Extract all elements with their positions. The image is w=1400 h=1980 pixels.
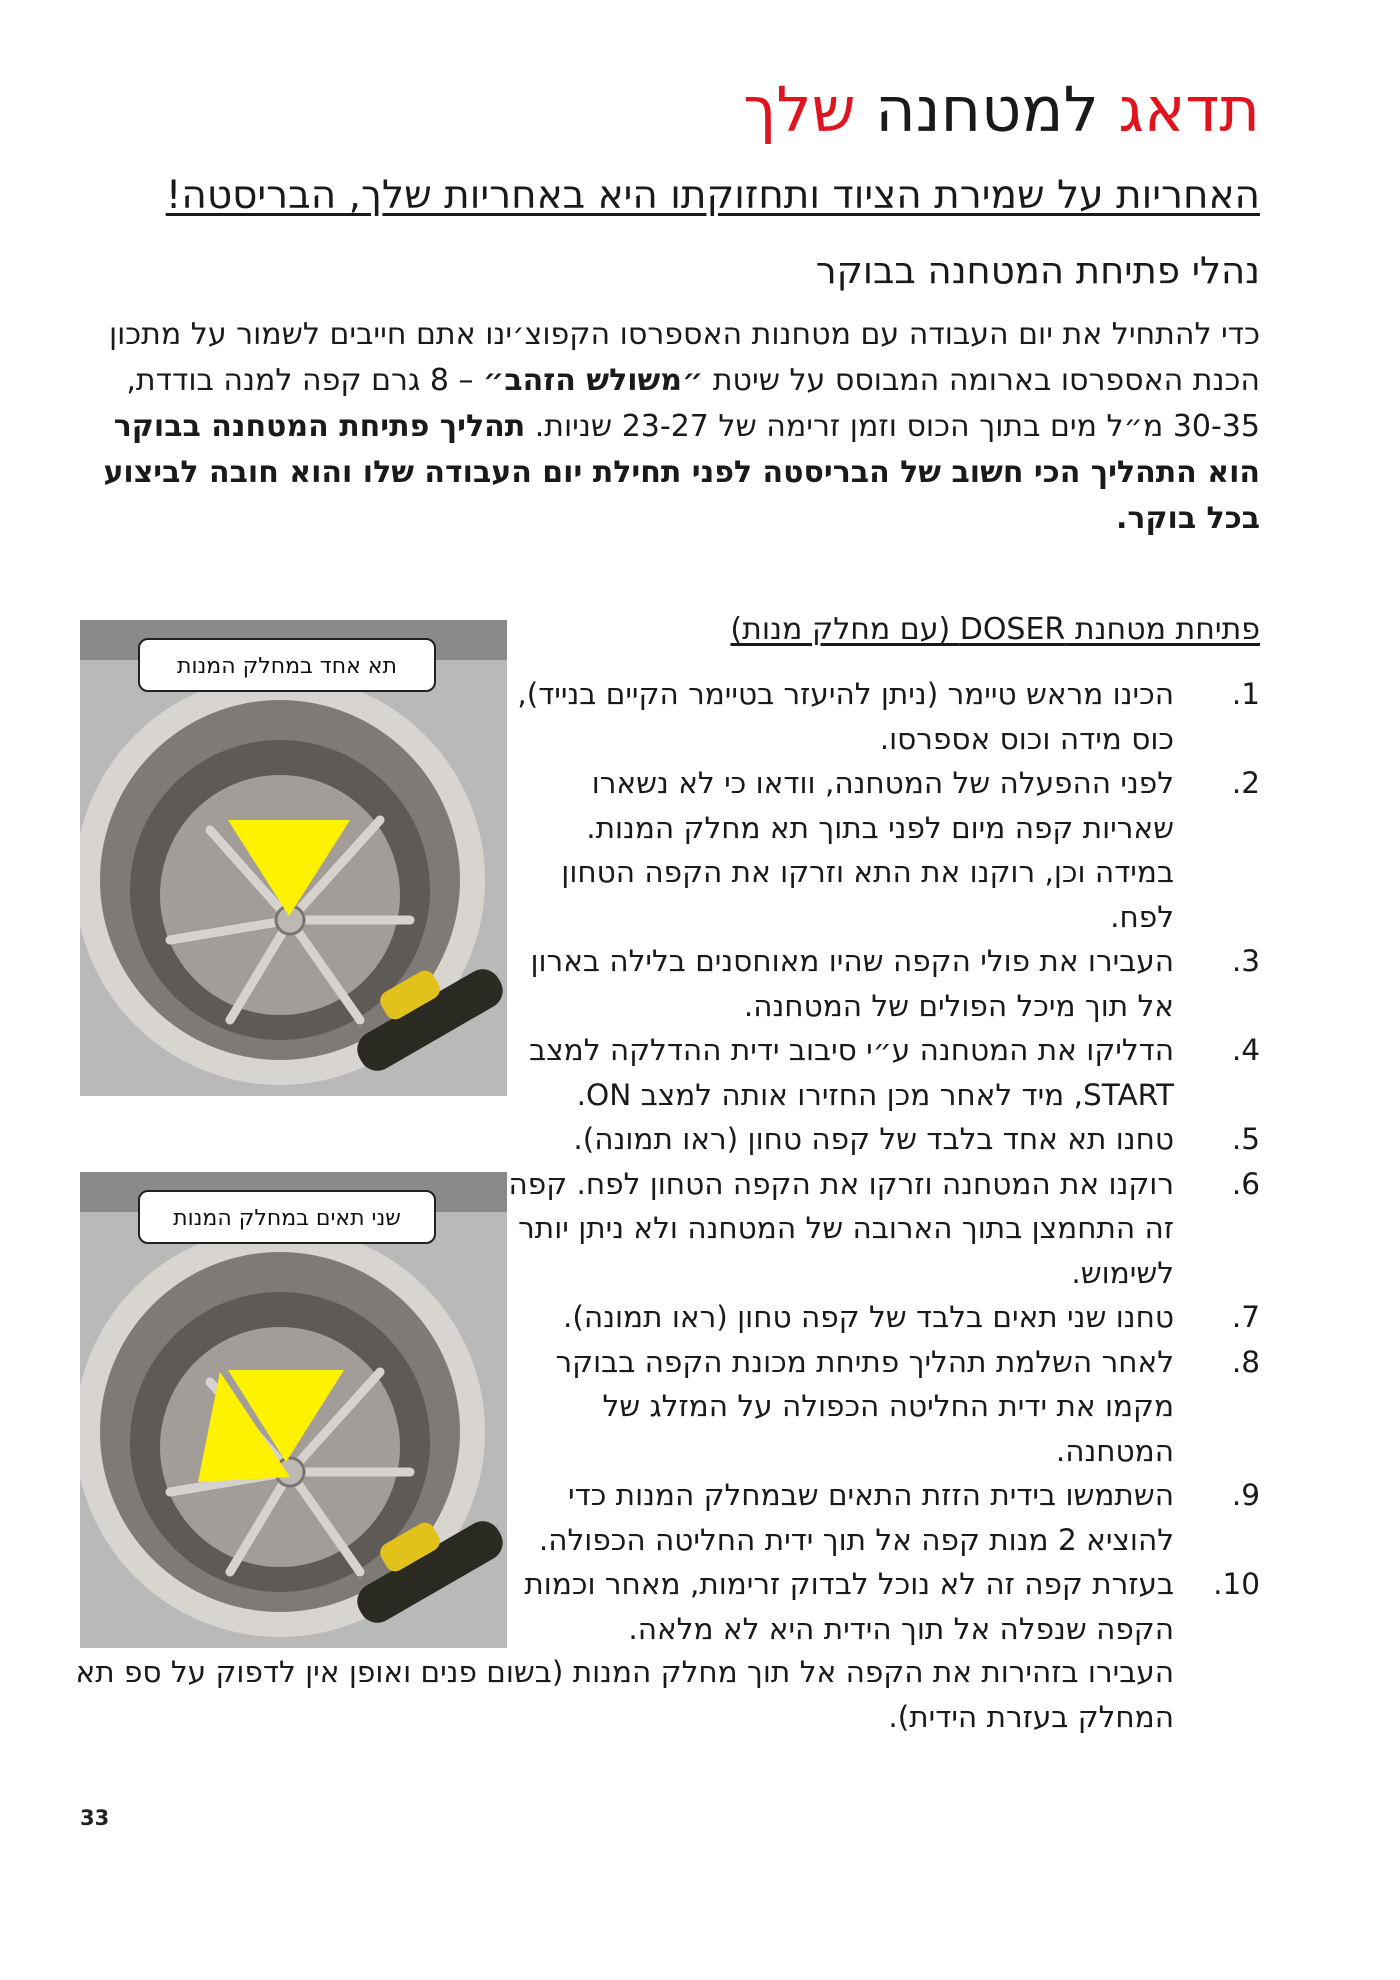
step-number: 7. — [1231, 1300, 1260, 1334]
step-number: 9. — [1231, 1478, 1260, 1512]
intro-bold-1: ״משולש הזהב״ — [483, 363, 704, 398]
page-title — [160, 70, 1260, 150]
step-text: רוקנו את המטחנה וזרקו את הקפה הטחון לפח. קפה זה התחמצן בתוך הארובה של המטחנה ולא ניתן יותר לשימוש. — [508, 1166, 1174, 1290]
doser-photo-two-compartments — [80, 1172, 507, 1648]
step-number: 8. — [1231, 1344, 1260, 1379]
doser-photo-one-compartment — [80, 620, 507, 1096]
list-item — [500, 672, 1260, 761]
list-item — [500, 1340, 1260, 1474]
list-item — [500, 1162, 1260, 1296]
step-number: 10. — [1213, 1567, 1260, 1601]
photo-caption: שני תאים במחלק המנות — [138, 1190, 436, 1244]
intro-bold-2: תהליך פתיחת המטחנה בבוקר הוא התהליך הכי חשוב של הבריסטה לפני תחילת יום העבודה שלו והוא חובה לביצוע בכל בוקר. — [103, 409, 1260, 536]
step-text: לפני ההפעלה של המטחנה, וודאו כי לא נשארו שאריות קפה מיום לפני בתוך תא מחלק המנות. במידה וכן, רוקנו את התא וזרקו את הקפה הטחון לפח. — [561, 766, 1174, 934]
step-number: 4. — [1231, 1033, 1260, 1067]
step-number: 1. — [1231, 677, 1260, 711]
page-number: 33 — [80, 1806, 110, 1830]
intro-paragraph — [100, 312, 1260, 542]
step-number: 3. — [1231, 944, 1260, 978]
step-number: 2. — [1231, 766, 1260, 800]
responsibility-subtitle: האחריות על שמירת הציוד ותחזוקתו היא באחריות שלך, הבריסטה! — [165, 173, 1260, 218]
step-text: העבירו את פולי הקפה שהיו מאוחסנים בלילה בארון אל תוך מיכל הפולים של המטחנה. — [530, 944, 1174, 1023]
intro-text-2: – 8 גרם קפה למנה בודדת, 30-35 מ״ל מים בתוך הכוס וזמן זרימה של 23-27 שניות. — [126, 363, 1260, 444]
list-item — [500, 1028, 1260, 1117]
doser-heading: פתיחת מטחנת DOSER (עם מחלק מנות) — [730, 612, 1260, 647]
step-text: טחנו תא אחד בלבד של קפה טחון (ראו תמונה). — [573, 1122, 1174, 1156]
intro-text-1: כדי להתחיל את יום העבודה עם מטחנות האספרסו הקפוצ׳ינו אתם חייבים לשמור על מתכון הכנת האספרסו בארומה המבוסס על שיטת — [108, 317, 1260, 398]
step-text: הדליקו את המטחנה ע״י סיבוב ידית ההדלקה למצב START, מיד לאחר מכן החזירו אותה למצב ON. — [529, 1033, 1174, 1112]
step-text: לאחר השלמת תהליך פתיחת מכונת הקפה בבוקר מקמו את ידית החליטה הכפולה על המזלג של המטחנה. — [555, 1344, 1174, 1468]
list-item — [500, 1473, 1260, 1562]
section-heading: נהלי פתיחת המטחנה בבוקר — [815, 249, 1260, 292]
list-item — [500, 761, 1260, 939]
list-item — [500, 1117, 1260, 1162]
photo-caption: תא אחד במחלק המנות — [138, 638, 436, 692]
step-number: 5. — [1231, 1122, 1260, 1156]
title-part-3: שלך — [743, 73, 856, 146]
steps-list — [500, 672, 1260, 1651]
list-item — [500, 1295, 1260, 1340]
step-text: בעזרת קפה זה לא נוכל לבדוק זרימות, מאחר וכמות הקפה שנפלה אל תוך הידית היא לא מלאה. — [524, 1567, 1174, 1646]
step-continuation-text: העבירו בזהירות את הקפה אל תוך מחלק המנות (בשום פנים ואופן אין לדפוק על ספ תא המחלק בעזרת הידית). — [75, 1655, 1174, 1734]
step-number: 6. — [1231, 1166, 1260, 1201]
list-item — [500, 1562, 1260, 1651]
title-part-1: תדאג — [1098, 73, 1260, 146]
step-text: השתמשו בידית הזזת התאים שבמחלק המנות כדי להוציא 2 מנות קפה אל תוך ידית החליטה הכפולה. — [538, 1478, 1174, 1557]
title-part-2: למטחנה — [855, 73, 1099, 146]
list-item — [500, 939, 1260, 1028]
step-text: טחנו שני תאים בלבד של קפה טחון (ראו תמונה). — [563, 1300, 1174, 1334]
step-text: הכינו מראש טיימר (ניתן להיעזר בטיימר הקיים בנייד), כוס מידה וכוס אספרסו. — [517, 677, 1174, 756]
